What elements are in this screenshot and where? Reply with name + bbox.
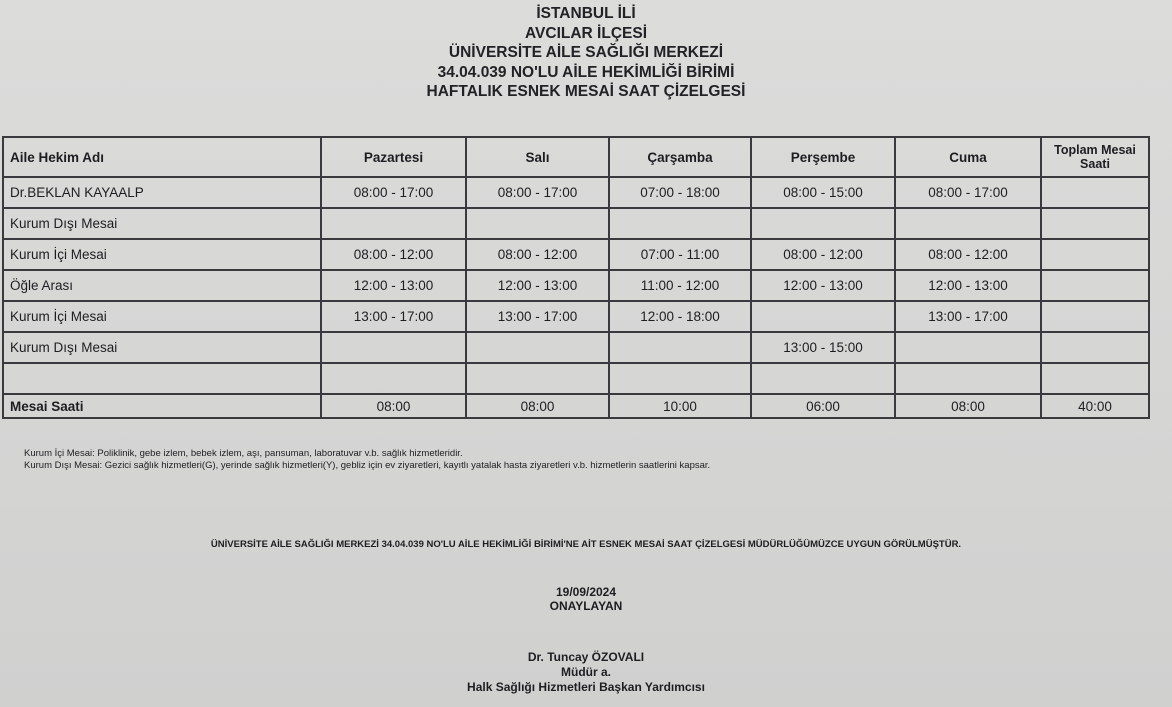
column-header: Çarşamba	[609, 137, 751, 177]
column-header: Cuma	[895, 137, 1041, 177]
table-cell: 08:00 - 12:00	[895, 239, 1041, 270]
table-cell	[1041, 239, 1149, 270]
table-cell	[1041, 301, 1149, 332]
table-row	[3, 301, 1149, 332]
table-cell	[1041, 270, 1149, 301]
table-cell: 08:00 - 12:00	[751, 239, 895, 270]
note-external-hours: Kurum Dışı Mesai: Gezici sağlık hizmetleri(G), yerinde sağlık hizmetleri(Y), gebliz için ev ziyaretleri, kayıtlı yatalak hasta ziyaretleri v.b. hizmetlerin saatlerini kapsar.	[24, 460, 711, 471]
schedule-table-wrapper	[2, 136, 1150, 419]
table-cell: 12:00 - 13:00	[895, 270, 1041, 301]
table-cell	[609, 208, 751, 239]
row-label: Kurum İçi Mesai	[3, 239, 321, 270]
table-cell: 07:00 - 11:00	[609, 239, 751, 270]
document-header	[0, 4, 1172, 102]
header-schedule-title: HAFTALIK ESNEK MESAİ SAAT ÇİZELGESİ	[426, 83, 746, 100]
table-cell	[321, 332, 466, 363]
table-header-row	[3, 137, 1149, 177]
summary-total-cell: 40:00	[1041, 394, 1149, 418]
row-label: Kurum Dışı Mesai	[3, 208, 321, 239]
summary-cell: 10:00	[609, 394, 751, 418]
table-cell	[895, 332, 1041, 363]
table-cell	[1041, 208, 1149, 239]
table-cell	[1041, 332, 1149, 363]
signer-block	[0, 650, 1172, 695]
schedule-table	[2, 136, 1150, 419]
table-cell	[609, 332, 751, 363]
table-cell: 12:00 - 18:00	[609, 301, 751, 332]
table-row	[3, 208, 1149, 239]
table-cell	[466, 332, 609, 363]
row-label: Kurum Dışı Mesai	[3, 332, 321, 363]
table-cell: 08:00 - 17:00	[895, 177, 1041, 208]
row-label: Dr.BEKLAN KAYAALP	[3, 177, 321, 208]
approval-date: 19/09/2024	[555, 585, 617, 599]
table-cell	[466, 208, 609, 239]
table-cell: 13:00 - 17:00	[466, 301, 609, 332]
summary-cell: 08:00	[321, 394, 466, 418]
table-cell	[751, 301, 895, 332]
summary-row	[3, 394, 1149, 418]
table-cell	[609, 363, 751, 394]
table-cell: 08:00 - 17:00	[466, 177, 609, 208]
row-label: Kurum İçi Mesai	[3, 301, 321, 332]
signer-title: Müdür a.	[561, 665, 611, 679]
table-cell	[321, 363, 466, 394]
approval-block	[0, 585, 1172, 613]
note-internal-hours: Kurum İçi Mesai: Poliklinik, gebe izlem, bebek izlem, aşı, pansuman, laboratuvar v.b. sağlık hizmetleridir.	[24, 448, 463, 459]
table-cell: 08:00 - 17:00	[321, 177, 466, 208]
approval-statement: ÜNİVERSİTE AİLE SAĞLIĞI MERKEZİ 34.04.039 NO'LU AİLE HEKİMLİĞİ BİRİMİ'NE AİT ESNEK MESAİ SAAT ÇİZELGESİ MÜDÜRLÜĞÜMÜZCE UYGUN GÖRÜLMÜŞTÜR.	[210, 539, 962, 550]
column-header: Toplam Mesai Saati	[1041, 137, 1149, 177]
table-cell: 12:00 - 13:00	[751, 270, 895, 301]
table-cell: 13:00 - 15:00	[751, 332, 895, 363]
summary-cell: 08:00	[466, 394, 609, 418]
table-row	[3, 239, 1149, 270]
table-cell: 08:00 - 12:00	[466, 239, 609, 270]
header-unit: 34.04.039 NO'LU AİLE HEKİMLİĞİ BİRİMİ	[437, 63, 735, 81]
table-cell: 13:00 - 17:00	[321, 301, 466, 332]
table-row	[3, 363, 1149, 394]
table-cell	[895, 363, 1041, 394]
table-cell	[1041, 177, 1149, 208]
column-header: Perşembe	[751, 137, 895, 177]
signer-position: Halk Sağlığı Hizmetleri Başkan Yardımcısı	[467, 680, 705, 694]
table-row	[3, 332, 1149, 363]
table-cell: 12:00 - 13:00	[321, 270, 466, 301]
header-district: AVCILAR İLÇESİ	[525, 24, 647, 42]
table-cell	[1041, 363, 1149, 394]
row-label: Öğle Arası	[3, 270, 321, 301]
footnotes	[24, 448, 710, 472]
table-cell	[751, 363, 895, 394]
approved-by-label: ONAYLAYAN	[549, 599, 623, 613]
column-header: Salı	[466, 137, 609, 177]
row-label	[3, 363, 321, 394]
table-row	[3, 270, 1149, 301]
table-row	[3, 177, 1149, 208]
table-cell	[751, 208, 895, 239]
signer-name: Dr. Tuncay ÖZOVALI	[527, 650, 645, 664]
table-cell: 12:00 - 13:00	[466, 270, 609, 301]
table-cell	[895, 208, 1041, 239]
column-header: Aile Hekim Adı	[3, 137, 321, 177]
header-center: ÜNİVERSİTE AİLE SAĞLIĞI MERKEZİ	[448, 44, 724, 61]
table-cell: 08:00 - 12:00	[321, 239, 466, 270]
table-cell: 11:00 - 12:00	[609, 270, 751, 301]
column-header: Pazartesi	[321, 137, 466, 177]
summary-cell: 08:00	[895, 394, 1041, 418]
table-cell	[321, 208, 466, 239]
summary-label: Mesai Saati	[3, 394, 321, 418]
table-cell: 07:00 - 18:00	[609, 177, 751, 208]
table-cell: 13:00 - 17:00	[895, 301, 1041, 332]
table-cell: 08:00 - 15:00	[751, 177, 895, 208]
table-cell	[466, 363, 609, 394]
summary-cell: 06:00	[751, 394, 895, 418]
header-province: İSTANBUL İLİ	[536, 5, 636, 22]
